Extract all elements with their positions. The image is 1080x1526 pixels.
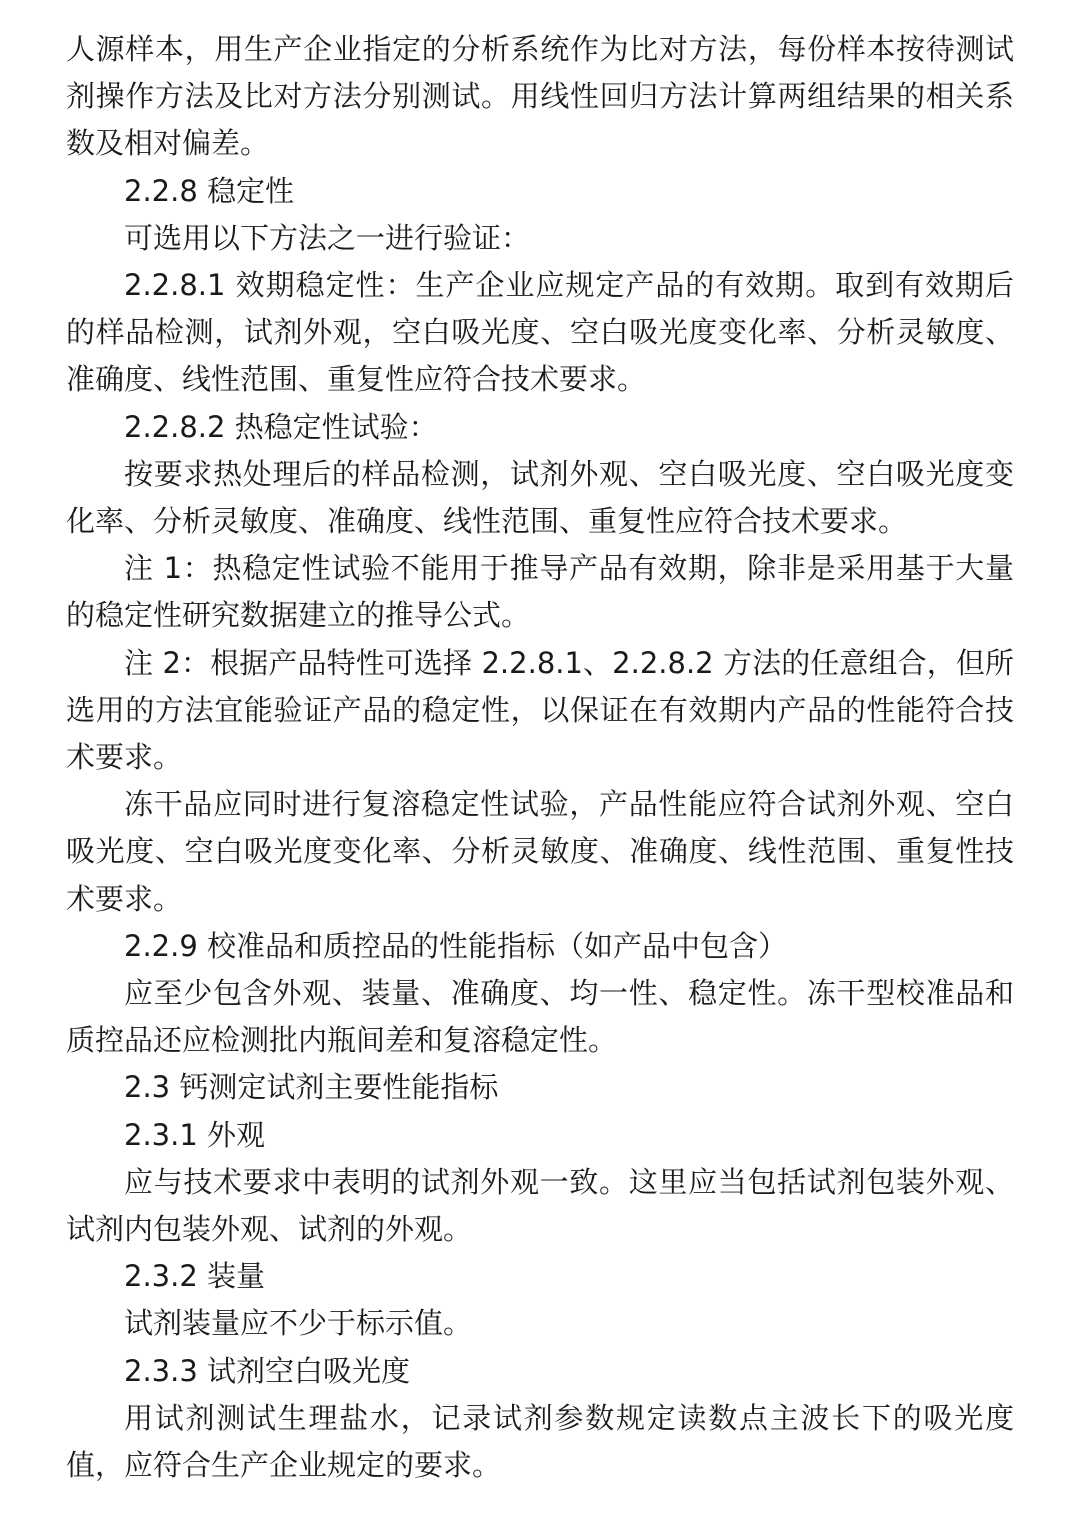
heading-2-2-8-stability: 2.2.8 稳定性 [124, 173, 295, 208]
heading-2-3-1-appearance: 2.3.1 外观 [124, 1117, 266, 1152]
heading-2-2-9-calibrator-control: 2.2.9 校准品和质控品的性能指标（如产品中包含） [124, 928, 788, 963]
paragraph-verification-methods: 可选用以下方法之一进行验证： [124, 220, 531, 255]
paragraph-appearance: 应与技术要求中表明的试剂外观一致。这里应当包括试剂包装外观、试剂内包装外观、试剂的外观。 [66, 1164, 1014, 1247]
heading-2-3-calcium-reagent: 2.3 钙测定试剂主要性能指标 [124, 1070, 499, 1105]
paragraph-calibrator-requirements: 应至少包含外观、装量、准确度、均一性、稳定性。冻干型校准品和质控品还应检测批内瓶间差和复溶稳定性。 [66, 976, 1014, 1058]
paragraph-comparison-method: 人源样本，用生产企业指定的分析系统作为比对方法，每份样本按待测试剂操作方法及比对方法分别测试。用线性回归方法计算两组结果的相关系数及相对偏差。 [66, 32, 1014, 161]
note-2: 注 2：根据产品特性可选择 2.2.8.1、2.2.8.2 方法的任意组合，但所选用的方法宜能验证产品的稳定性，以保证在有效期内产品的性能符合技术要求。 [66, 645, 1014, 775]
heading-2-3-2-fill-volume: 2.3.2 装量 [124, 1259, 266, 1294]
paragraph-lyophilized-reconstitution: 冻干品应同时进行复溶稳定性试验，产品性能应符合试剂外观、空白吸光度、空白吸光度变化率、分析灵敏度、准确度、线性范围、重复性技术要求。 [66, 787, 1014, 916]
heading-2-2-8-2-thermal-stability: 2.2.8.2 热稳定性试验： [124, 409, 438, 444]
paragraph-blank-absorbance: 用试剂测试生理盐水，记录试剂参数规定读数点主波长下的吸光度值，应符合生产企业规定的要求。 [66, 1400, 1014, 1483]
heading-2-3-3-reagent-blank-absorbance: 2.3.3 试剂空白吸光度 [124, 1353, 411, 1388]
document-page [66, 26, 1014, 1489]
note-1: 注 1：热稳定性试验不能用于推导产品有效期，除非是采用基于大量的稳定性研究数据建立的推导公式。 [66, 551, 1014, 633]
paragraph-2-2-8-1-shelf-life-stability: 2.2.8.1 效期稳定性：生产企业应规定产品的有效期。取到有效期后的样品检测，试剂外观，空白吸光度、空白吸光度变化率、分析灵敏度、准确度、线性范围、重复性应符合技术要求。 [66, 268, 1014, 397]
paragraph-thermal-treatment: 按要求热处理后的样品检测，试剂外观、空白吸光度、空白吸光度变化率、分析灵敏度、准确度、线性范围、重复性应符合技术要求。 [66, 456, 1014, 539]
paragraph-fill-volume: 试剂装量应不少于标示值。 [124, 1306, 473, 1341]
